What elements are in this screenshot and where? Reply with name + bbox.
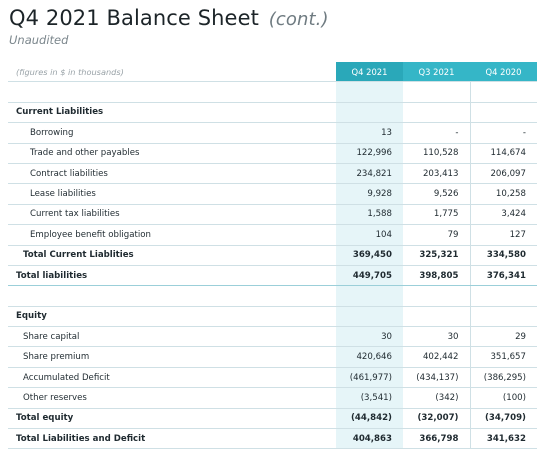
cell-q3-2021: 366,798: [403, 429, 470, 449]
table-row-total-liabilities-and-deficit: [8, 429, 537, 449]
cell-q4-2020: 206,097: [470, 163, 537, 183]
cell-q4-2021: 369,450: [336, 245, 403, 265]
table-row: [8, 225, 537, 245]
table-row: [8, 347, 537, 367]
cell-q4-2021: 30: [336, 327, 403, 347]
row-label: Total equity: [8, 408, 336, 428]
figures-note: (figures in $ in thousands): [8, 62, 336, 82]
cell-q3-2021: 79: [403, 225, 470, 245]
cell-q4-2021: (44,842): [336, 408, 403, 428]
row-label: Total Current Liablities: [8, 245, 336, 265]
cell-q4-2020: -: [470, 123, 537, 143]
table-row: [8, 327, 537, 347]
spacer-row: [8, 82, 537, 102]
cell-q3-2021: 110,528: [403, 143, 470, 163]
cell-q4-2020: 3,424: [470, 204, 537, 224]
cell-q4-2020: 341,632: [470, 429, 537, 449]
table-row-total-liabilities: [8, 265, 537, 285]
cell-q4-2020: (34,709): [470, 408, 537, 428]
cell-q4-2020: (386,295): [470, 367, 537, 387]
page-title: [9, 6, 329, 30]
cell-q4-2020: 127: [470, 225, 537, 245]
table-row: [8, 367, 537, 387]
cell-q4-2021: 420,646: [336, 347, 403, 367]
cell-q3-2021: (434,137): [403, 367, 470, 387]
row-label: Total Liabilities and Deficit: [8, 429, 336, 449]
row-label: Total liabilities: [8, 265, 336, 285]
table-row: [8, 163, 537, 183]
row-label: Borrowing: [8, 123, 336, 143]
cell-q4-2020: 10,258: [470, 184, 537, 204]
cell-q4-2020: 376,341: [470, 265, 537, 285]
row-label: Share premium: [8, 347, 336, 367]
cell-q3-2021: 9,526: [403, 184, 470, 204]
cell-q3-2021: 30: [403, 327, 470, 347]
row-label: Current tax liabilities: [8, 204, 336, 224]
section-header-row: [8, 102, 537, 122]
cell-q3-2021: 402,442: [403, 347, 470, 367]
cell-q4-2021: 13: [336, 123, 403, 143]
cell-q4-2021: 234,821: [336, 163, 403, 183]
cell-q4-2020: 334,580: [470, 245, 537, 265]
subtitle: Unaudited: [9, 33, 69, 47]
cell-q4-2020: 29: [470, 327, 537, 347]
cell-q3-2021: 325,321: [403, 245, 470, 265]
row-label: Employee benefit obligation: [8, 225, 336, 245]
column-header-q3-2021: Q3 2021: [403, 62, 470, 82]
balance-sheet-table: [8, 62, 537, 449]
cell-q3-2021: 398,805: [403, 265, 470, 285]
cell-q4-2021: 404,863: [336, 429, 403, 449]
section-equity: Equity: [8, 306, 336, 326]
cell-q4-2020: (100): [470, 388, 537, 408]
table-row-total-equity: [8, 408, 537, 428]
row-label: Trade and other payables: [8, 143, 336, 163]
table-row: [8, 184, 537, 204]
table-row: [8, 123, 537, 143]
cell-q3-2021: 1,775: [403, 204, 470, 224]
title-suffix: (cont.): [268, 9, 329, 30]
cell-q3-2021: (342): [403, 388, 470, 408]
spacer-row: [8, 286, 537, 306]
row-label: Accumulated Deficit: [8, 367, 336, 387]
column-header-q4-2021: Q4 2021: [336, 62, 403, 82]
cell-q4-2021: 9,928: [336, 184, 403, 204]
cell-q4-2021: 449,705: [336, 265, 403, 285]
row-label: Share capital: [8, 327, 336, 347]
cell-q4-2021: 1,588: [336, 204, 403, 224]
cell-q4-2021: (461,977): [336, 367, 403, 387]
row-label: Lease liabilities: [8, 184, 336, 204]
cell-q3-2021: (32,007): [403, 408, 470, 428]
cell-q4-2021: (3,541): [336, 388, 403, 408]
section-header-row: [8, 306, 537, 326]
title-text: Q4 2021 Balance Sheet: [9, 6, 259, 30]
table-row: [8, 143, 537, 163]
table-row-total-current-liabilities: [8, 245, 537, 265]
cell-q4-2021: 122,996: [336, 143, 403, 163]
table-header-row: [8, 62, 537, 82]
section-current-liabilities: Current Liabilities: [8, 102, 336, 122]
row-label: Other reserves: [8, 388, 336, 408]
cell-q4-2020: 114,674: [470, 143, 537, 163]
cell-q3-2021: -: [403, 123, 470, 143]
cell-q4-2021: 104: [336, 225, 403, 245]
column-header-q4-2020: Q4 2020: [470, 62, 537, 82]
table-row: [8, 388, 537, 408]
cell-q4-2020: 351,657: [470, 347, 537, 367]
row-label: Contract liabilities: [8, 163, 336, 183]
table-row: [8, 204, 537, 224]
cell-q3-2021: 203,413: [403, 163, 470, 183]
